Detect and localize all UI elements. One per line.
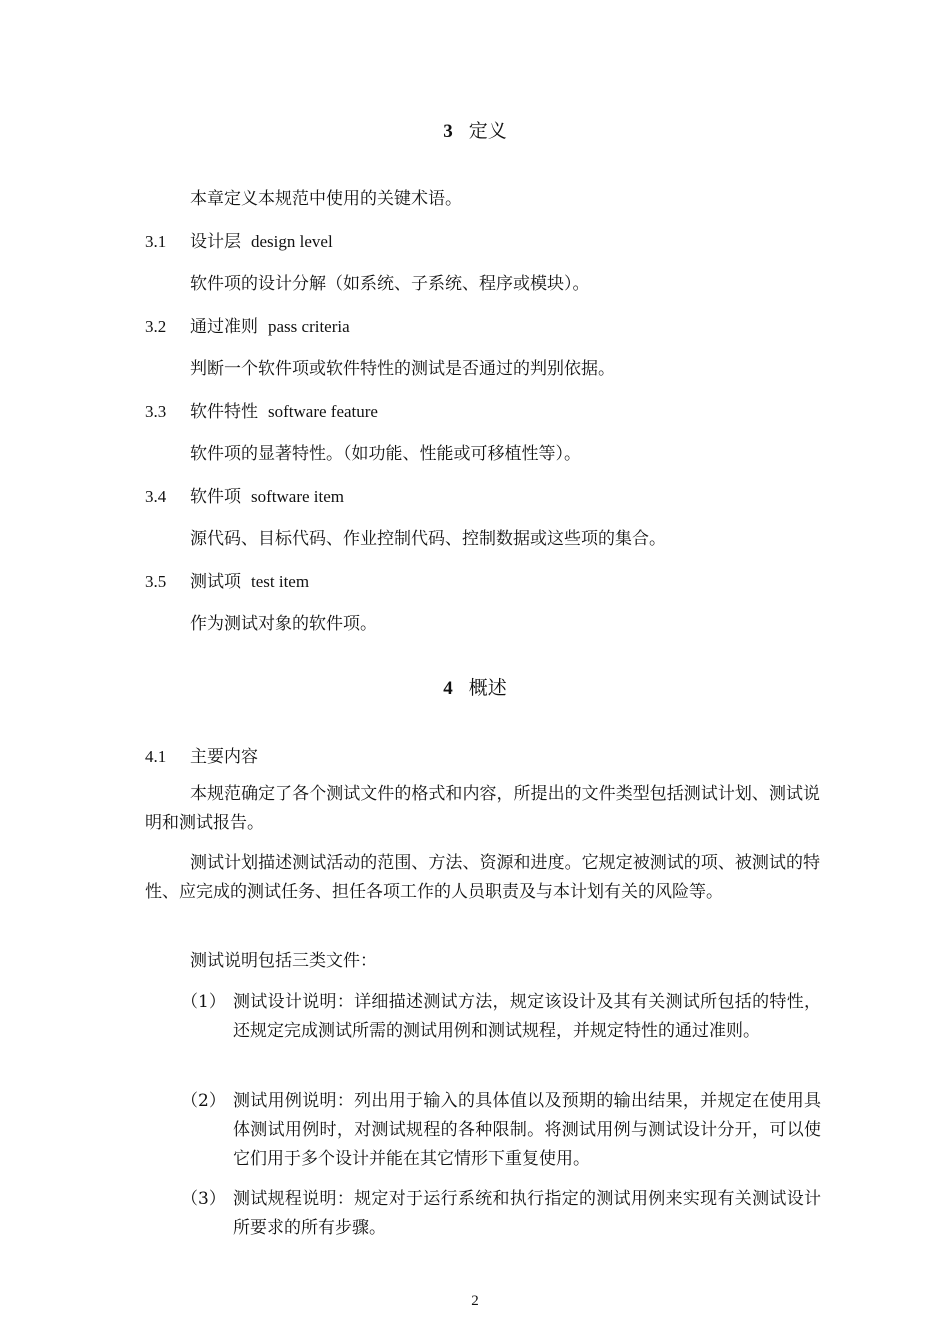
list-item (181, 1087, 821, 1174)
list-marker: （2） (181, 1091, 226, 1111)
term-en: software item (251, 487, 344, 506)
list-text: 测试用例说明：列出用于输入的具体值以及预期的输出结果，并规定在使用具体测试用例时，对测试规程的各种限制。将测试用例与测试设计分开，可以使它们用于多个设计并能在其它情形下重复使用。 (233, 1091, 821, 1169)
list-text: 测试设计说明：详细描述测试方法，规定该设计及其有关测试所包括的特性，还规定完成测试所需的测试用例和测试规程，并规定特性的通过准则。 (233, 992, 821, 1041)
page-number: 2 (471, 1293, 479, 1309)
body-paragraph: 测试说明包括三类文件： (190, 951, 377, 971)
section-title: 概述 (468, 677, 507, 699)
section-intro: 本章定义本规范中使用的关键术语。 (190, 189, 462, 209)
list-marker: （1） (181, 992, 226, 1012)
section-number: 4 (443, 678, 453, 699)
term-definition: 软件项的设计分解（如系统、子系统、程序或模块）。 (190, 274, 590, 294)
term-zh: 软件特性 (190, 402, 258, 422)
term-zh: 软件项 (190, 487, 241, 507)
term-number: 3.3 (145, 402, 167, 421)
body-paragraph: 本规范确定了各个测试文件的格式和内容，所提出的文件类型包括测试计划、测试说明和测试报告。 (145, 784, 820, 833)
term-number: 3.2 (145, 317, 167, 336)
section-4-heading (0, 673, 950, 700)
term-number: 3.4 (145, 487, 167, 506)
body-paragraph: 测试计划描述测试活动的范围、方法、资源和进度。它规定被测试的项、被测试的特性、应完成的测试任务、担任各项工作的人员职责及与本计划有关的风险等。 (145, 853, 820, 902)
term-en: pass criteria (268, 317, 350, 336)
term-heading (145, 482, 344, 507)
term-heading (145, 227, 333, 252)
subsection-title: 主要内容 (190, 747, 258, 767)
term-definition: 判断一个软件项或软件特性的测试是否通过的判别依据。 (190, 359, 615, 379)
term-heading (145, 312, 350, 337)
term-zh: 测试项 (190, 572, 241, 592)
term-heading (145, 567, 309, 592)
term-en: test item (251, 572, 310, 591)
subsection-number: 4.1 (145, 747, 167, 766)
term-number: 3.5 (145, 572, 167, 591)
term-zh: 通过准则 (190, 317, 258, 337)
list-marker: （3） (181, 1189, 226, 1209)
section-title: 定义 (468, 120, 507, 142)
term-zh: 设计层 (190, 232, 241, 252)
term-heading (145, 397, 378, 422)
subsection-heading (145, 742, 258, 767)
term-en: software feature (268, 402, 378, 421)
term-definition: 作为测试对象的软件项。 (190, 614, 377, 634)
term-en: design level (251, 232, 333, 251)
list-item (181, 1185, 821, 1243)
term-definition: 软件项的显著特性。（如功能、性能或可移植性等）。 (190, 444, 581, 464)
term-definition: 源代码、目标代码、作业控制代码、控制数据或这些项的集合。 (190, 529, 666, 549)
list-text: 测试规程说明：规定对于运行系统和执行指定的测试用例来实现有关测试设计所要求的所有步骤。 (233, 1189, 821, 1238)
term-number: 3.1 (145, 232, 167, 251)
list-item (181, 988, 821, 1046)
section-number: 3 (443, 121, 453, 142)
section-3-heading (0, 116, 950, 143)
